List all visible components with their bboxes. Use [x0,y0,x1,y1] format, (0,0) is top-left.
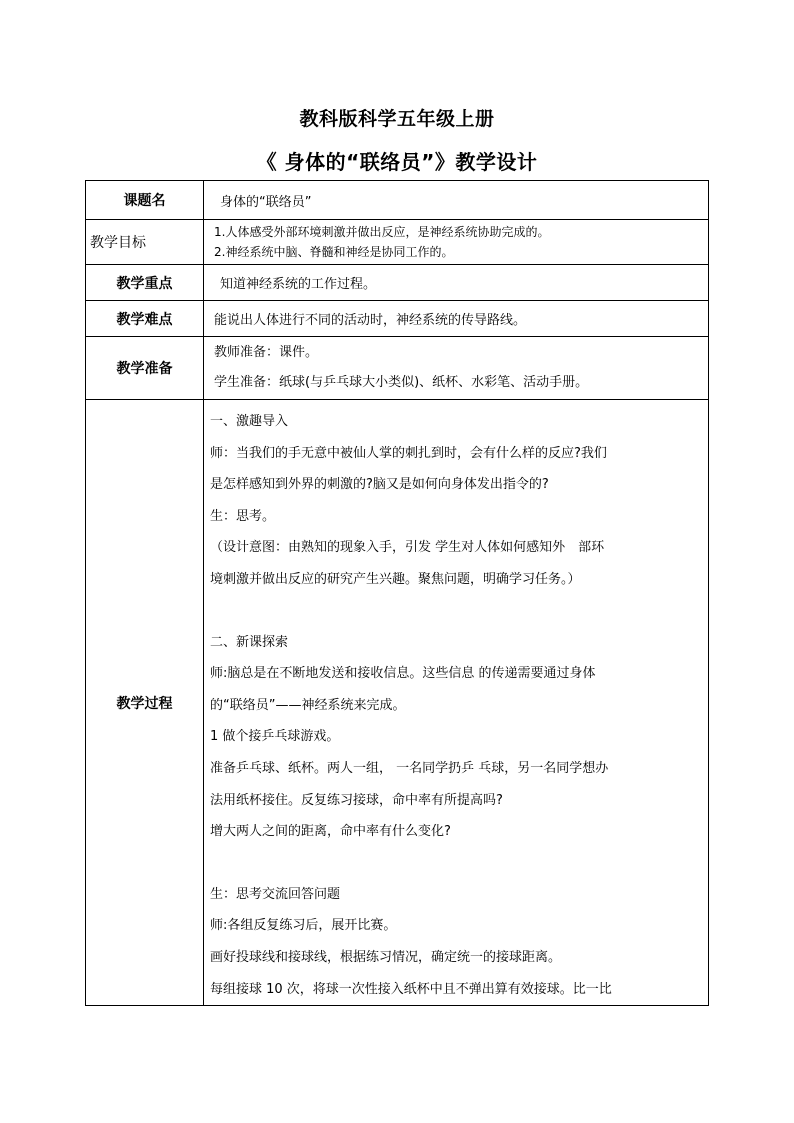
table-row-process [86,400,709,1006]
process-line: 生：思考。 [210,508,276,524]
key-label: 教学重点 [86,265,204,301]
goal-item: 2.神经系统中脑、脊髓和神经是协同工作的。 [214,245,454,259]
process-line: 师:各组反复练习后，展开比赛。 [210,918,397,934]
process-line: 生：思考交流回答问题 [210,886,341,902]
goal-label: 教学目标 [86,220,204,265]
process-cell [204,400,709,1006]
key-value: 知道神经系统的工作过程。 [204,265,709,301]
process-label: 教学过程 [86,400,204,1006]
process-line: 的“联络员”——神经系统来完成。 [210,697,406,713]
lesson-title: 《 身体的“联络员”》教学设计 [256,150,538,174]
process-line: 师:脑总是在不断地发送和接收信息。这些信息 的传递需要通过身体 [210,666,596,682]
topic-value: 身体的“联络员” [204,181,709,220]
table-row-difficulty [86,301,709,337]
table-row-goals [86,220,709,265]
process-line: 二、新课探索 [210,634,289,650]
difficulty-value: 能说出人体进行不同的活动时，神经系统的传导路线。 [204,301,709,337]
topic-label: 课题名 [86,181,204,220]
process-line: 准备乒乓球、纸杯。两人一组， 一名同学扔乒 乓球，另一名同学想办 [210,760,609,776]
process-line: 师：当我们的手无意中被仙人掌的刺扎到时，会有什么样的反应?我们 [210,445,607,461]
blank-line [210,848,702,879]
process-line: 一、激趣导入 [210,414,289,429]
prep-cell [204,337,709,400]
lesson-plan-table [85,180,709,1006]
table-row-prep [86,337,709,400]
process-line: （设计意图：由熟知的现象入手，引发 学生对人体如何感知外 部环 [210,540,605,556]
document-title: 教科版科学五年级上册 [299,108,495,130]
table-row-topic [86,181,709,220]
process-line: 1 做个接乒乓球游戏。 [210,729,340,745]
process-line: 每组接球 10 次，将球一次性接入纸杯中且不弹出算有效接球。比一比 [210,981,612,997]
goal-item: 1.人体感受外部环境刺激并做出反应，是神经系统协助完成的。 [214,225,550,239]
process-line: 画好投球线和接球线，根据练习情况，确定统一的接球距离。 [210,949,562,965]
blank-line [210,596,702,627]
prep-item: 学生准备：纸球(与乒乓球大小类似)、纸杯、水彩笔、活动手册。 [214,375,589,390]
process-line: 法用纸杯接住。反复练习接球，命中率有所提高吗? [210,792,503,808]
prep-item: 教师准备：课件。 [214,345,319,360]
process-line: 增大两人之间的距离，命中率有什么变化? [210,824,451,840]
process-line: 是怎样感知到外界的刺激的?脑又是如何向身体发出指令的? [210,477,549,493]
process-line: 境刺激并做出反应的研究产生兴趣。聚焦问题，明确学习任务。） [210,571,581,587]
table-row-key [86,265,709,301]
goal-cell [204,220,709,265]
prep-label: 教学准备 [86,337,204,400]
difficulty-label: 教学难点 [86,301,204,337]
